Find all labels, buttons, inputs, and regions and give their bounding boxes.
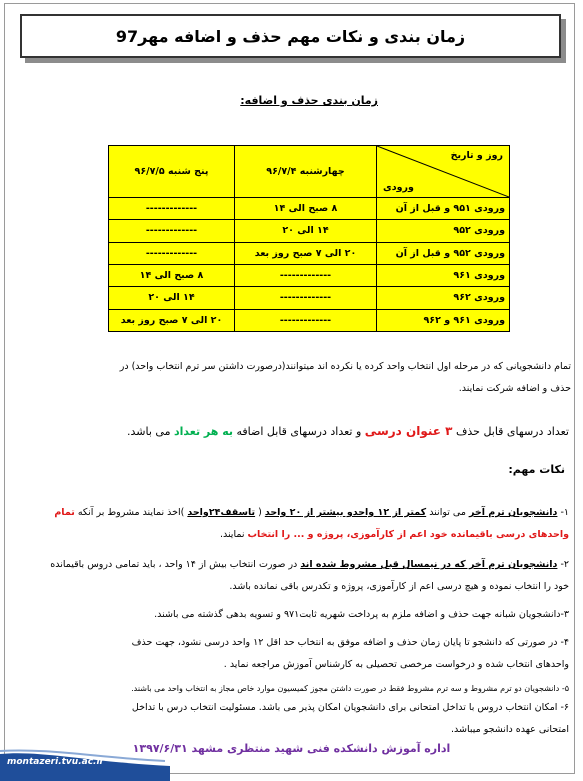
note-1-cap: تاسقف۲۴واحد [187,507,256,518]
footer-organization: اداره آموزش دانشکده فنی شهید منتظری مشهد ۱۳۹۷/۶/۳۱ [132,742,451,755]
note-2-line-1 [8,554,569,576]
row-label: ورودی ۹۶۱ [377,264,510,286]
note-6-line-2: امتحانی عهده دانشجو میباشد. [451,724,569,735]
note-1-all: تمام [54,507,75,518]
table-header-row [109,146,510,198]
cell-thu: ۲۰ الی ۷ صبح روز بعد [109,309,235,331]
cell-wed: ------------- [235,287,377,309]
cell-thu: ------------- [109,242,235,264]
note-1-remaining: واحدهای درسی باقیمانده خود اعم از کارآموزی، پروژه و ... را انتخاب [247,529,569,540]
course-count-line [8,420,569,443]
table-row [109,198,510,220]
table-row [109,242,510,264]
cell-thu: ۸ صبح الی ۱۴ [109,264,235,286]
note-1-subject: دانشجویان ترم آخر [468,507,558,518]
note-1-text-b: می توانند [426,507,469,518]
cell-thu: ------------- [109,220,235,242]
cell-wed: ------------- [235,264,377,286]
cell-wed: ------------- [235,309,377,331]
note-1-number: ۱- [560,507,569,518]
note-1-text-f: )اخذ نمایند مشروط بر آنکه [74,507,188,518]
note-1-text-d: ( [255,507,265,518]
note-1-line-1 [8,502,569,524]
add-limit-highlight: به هر تعداد [173,425,234,438]
corner-top-label: روز و تاریخ [450,150,503,161]
note-2-number: ۲- [560,559,569,570]
cell-wed: ۲۰ الی ۷ صبح روز بعد [235,242,377,264]
note-6-line-1: ۶- امکان انتخاب دروس با تداخل امتحانی برای دانشجویان امکان پذیر می باشد. مسئولیت انتخاب درس با تداخل [131,702,569,713]
intro-paragraph [8,356,571,400]
table-header-thu: پنج شنبه ۹۶/۷/۵ [109,146,235,198]
count-text-3: می باشد. [127,425,174,438]
note-5: ۵- دانشجویان دو ترم مشروط و سه ترم مشروط فقط در صورت داشتن مجوز کمیسیون موارد خاص مجاز به انتخاب واحد می باشند. [131,684,569,693]
cell-thu: ------------- [109,198,235,220]
table-header-wed: چهارشنبه ۹۶/۷/۴ [235,146,377,198]
notes-heading: نکات مهم: [508,463,565,476]
schedule-heading: زمان بندی حذف و اضافه: [240,94,378,107]
intro-line-1: تمام دانشجویانی که در مرحله اول انتخاب واحد کرده یا نکرده اند میتوانند(درصورت داشتن سر ترم انتخاب واحد) در [119,361,571,372]
note-2-text: در صورت انتخاب بیش از ۱۴ واحد ، باید تمامی دروس باقیمانده [50,559,301,570]
cell-wed: ۸ صبح الی ۱۴ [235,198,377,220]
count-text-2: و تعداد درسهای قابل اضافه [233,425,365,438]
cell-thu: ۱۴ الی ۲۰ [109,287,235,309]
row-label: ورودی ۹۶۲ [377,287,510,309]
schedule-table [108,145,510,332]
note-1-range: کمتر از ۱۲ واحدو بیشتر از ۲۰ واحد [264,507,427,518]
corner-bottom-label: ورودی [383,182,414,193]
cell-wed: ۱۴ الی ۲۰ [235,220,377,242]
note-1-end: نمایند. [219,529,248,540]
note-4-line-1: ۴- در صورتی که دانشجو تا پایان زمان حذف و اضافه موفق به انتخاب حد اقل ۱۲ واحد درسی نشود، جهت حذف [131,637,569,648]
table-row [109,287,510,309]
table-row [109,264,510,286]
table-corner-cell [377,146,510,198]
page-title: زمان بندی و نکات مهم حذف و اضافه مهر97 [20,14,561,58]
note-2-line-2: خود را انتخاب نموده و هیچ درسی اعم از کارآموزی، پروژه و تکدرس باقی نمانده باشد. [229,581,569,592]
row-label: ورودی ۹۵۱ و قبل از آن [377,198,510,220]
note-4-line-2: واحدهای انتخاب شده و درخواست مرخصی تحصیلی به کارشناس آموزش مراجعه نماید . [223,659,569,670]
note-3: ۳-دانشجویان شبانه جهت حذف و اضافه ملزم به پرداخت شهریه ثابت۹۷۱ و تسویه بدهی گذشته می باشند. [154,609,569,620]
intro-line-2: حذف و اضافه شرکت نمایند. [458,383,571,394]
count-text-1: تعداد درسهای قابل حذف [452,425,569,438]
footer-site-link[interactable]: montazeri.tvu.ac.ir [7,757,104,767]
note-4 [8,632,569,676]
table-row [109,309,510,331]
drop-limit-highlight: ۳ عنوان درسی [364,424,453,438]
note-6 [8,697,569,741]
row-label: ورودی ۹۵۲ [377,220,510,242]
row-label: ورودی ۹۵۲ و قبل از آن [377,242,510,264]
note-2-subject: دانشجویان ترم آخر که در نیمسال قبل مشروط شده اند [300,559,558,570]
note-2 [8,554,569,598]
table-row [109,220,510,242]
note-1 [8,502,569,546]
note-1-line-2 [8,524,569,546]
row-label: ورودی ۹۶۱ و ۹۶۲ [377,309,510,331]
